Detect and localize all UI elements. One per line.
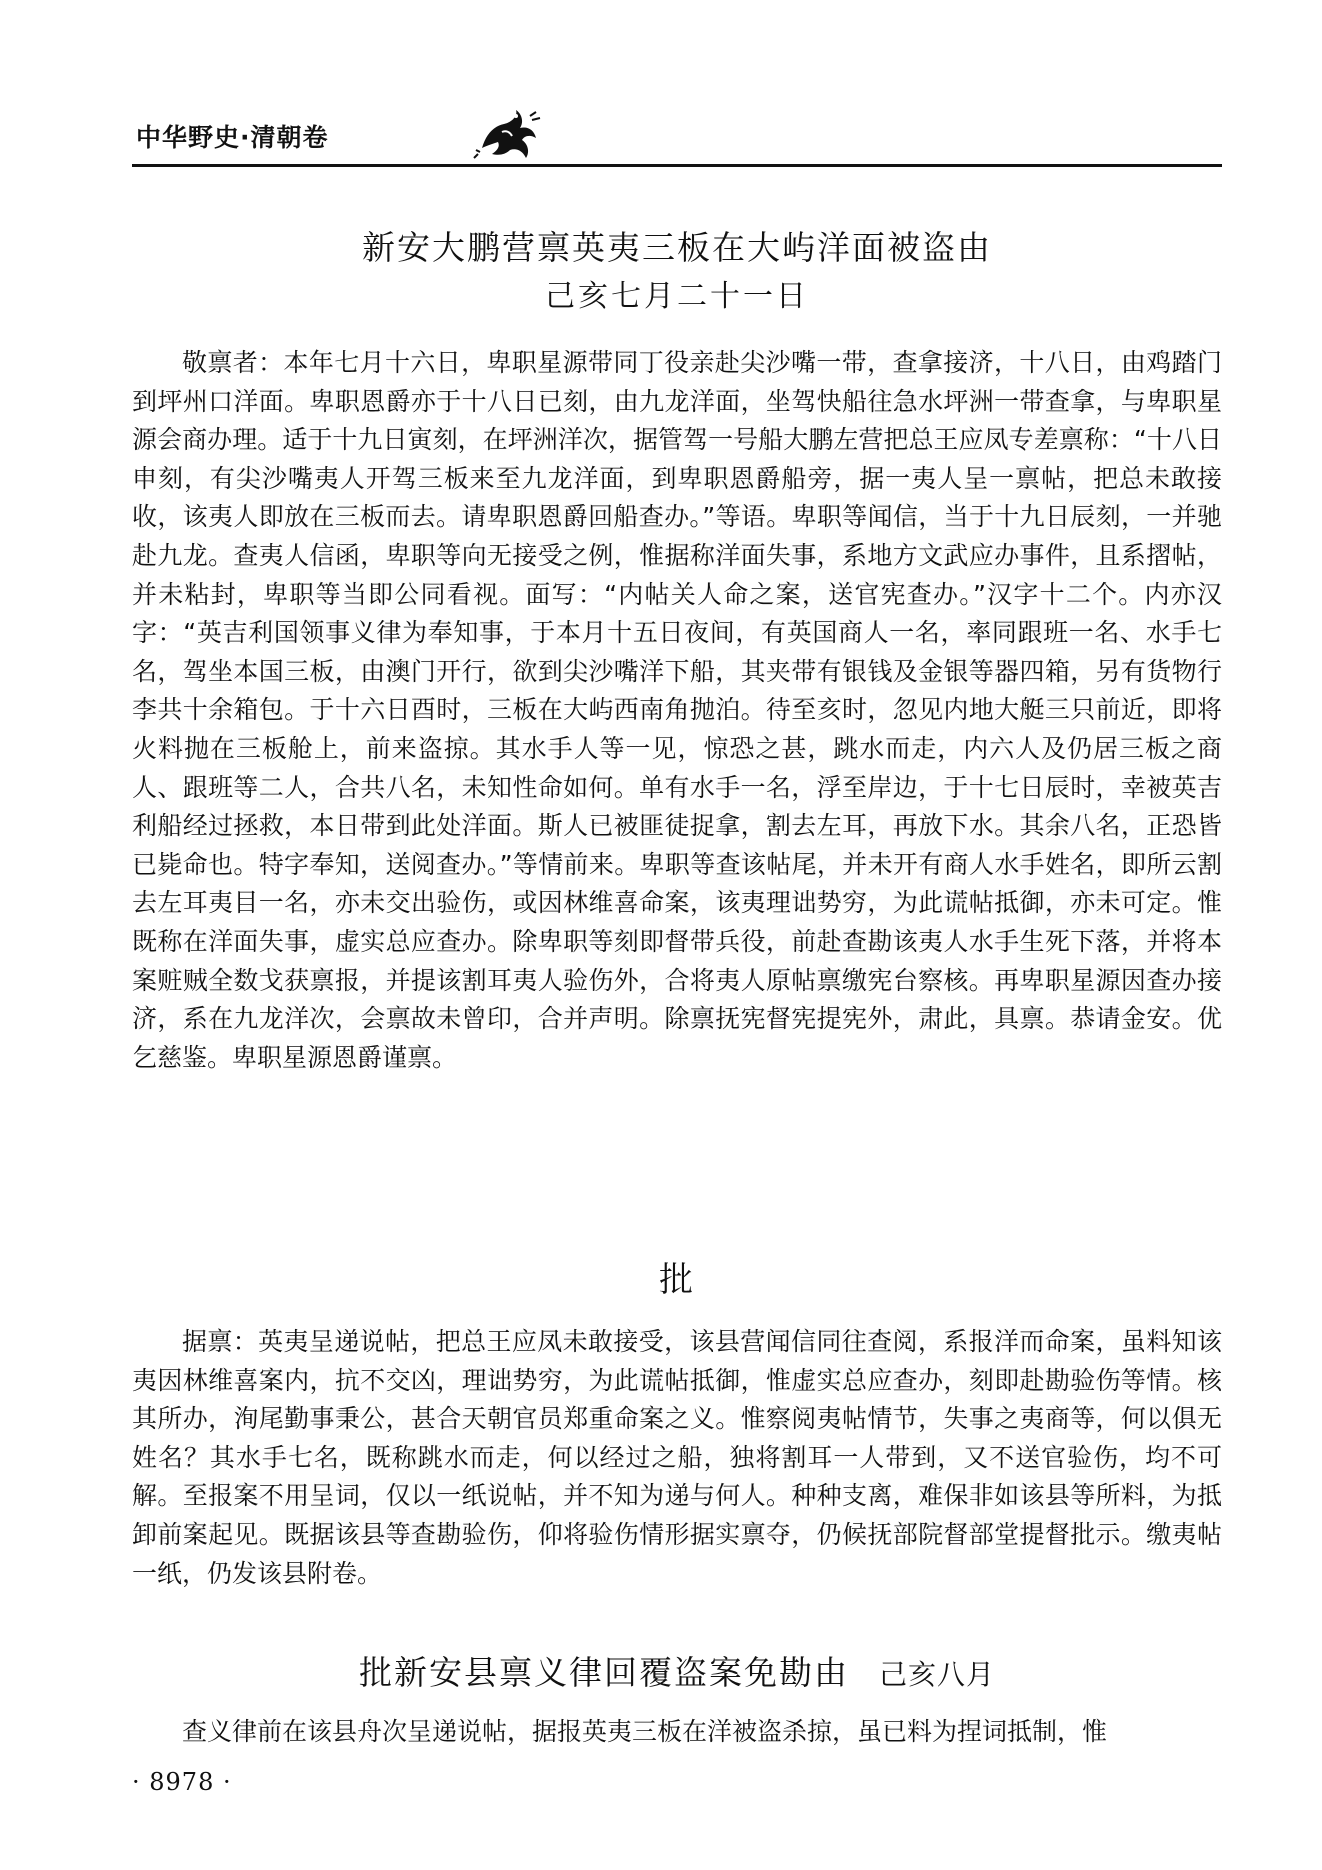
document-title: 新安大鹏营禀英夷三板在大屿洋面被盗由 [362, 228, 992, 267]
header-divider [132, 164, 1222, 167]
reply-body: 据禀：英夷呈递说帖，把总王应凤未敢接受，该县营闻信同往查阅，系报洋而命案，虽料知该夷因林维喜案内，抗不交凶，理诎势穷，为此谎帖抵御，惟虚实总应查办，刻即赴勘验伤等情。核其所办，洵尾勤事秉公，甚合天朝官员郑重命案之义。惟察阅夷帖情节，失事之夷商等，何以俱无姓名？其水手七名，既称跳水而走，何以经过之船，独将割耳一人带到，又不送官验伤，均不可解。至报案不用呈词，仅以一纸说帖，并不知为递与何人。种种支离，难保非如该县等所料，为抵卸前案起见。既据该县等查勘验伤，仰将验伤情形据实禀夺，仍候抚部院督部堂提督批示。缴夷帖一纸，仍发该县附卷。 [132, 1327, 1222, 1588]
page-header [132, 104, 1222, 164]
document-body: 敬禀者：本年七月十六日，卑职星源带同丁役亲赴尖沙嘴一带，查拿接济，十八日，由鸡踏门到坪州口洋面。卑职恩爵亦于十八日已刻，由九龙洋面，坐驾快船往急水坪洲一带查拿，与卑职星源会商办理。适于十九日寅刻，在坪洲洋次，据管驾一号船大鹏左营把总王应凤专差禀称：“十八日申刻，有尖沙嘴夷人开驾三板来至九龙洋面，到卑职恩爵船旁，据一夷人呈一禀帖，把总未敢接收，该夷人即放在三板而去。请卑职恩爵回船查办。”等语。卑职等闻信，当于十九日辰刻，一并驰赴九龙。查夷人信函，卑职等向无接受之例，惟据称洋面失事，系地方文武应办事件，且系摺帖，并未粘封，卑职等当即公同看视。面写：“内帖关人命之案，送官宪查办。”汉字十二个。内亦汉字：“英吉利国领事义律为奉知事，于本月十五日夜间，有英国商人一名，率同跟班一名、水手七名，驾坐本国三板，由澳门开行，欲到尖沙嘴洋下船，其夹带有银钱及金银等器四箱，另有货物行李共十余箱包。于十六日酉时，三板在大屿西南角抛泊。待至亥时，忽见内地大艇三只前近，即将火料抛在三板舱上，前来盗掠。其水手人等一见，惊恐之甚，跳水而走，内六人及仍居三板之商人、跟班等二人，合共八名，未知性命如何。单有水手一名，浮至岸边，于十七日辰时，幸被英吉利船经过拯救，本日带到此处洋面。斯人已被匪徒捉拿，割去左耳，再放下水。其余八名，正恐皆已毙命也。特字奉知，送阅查办。”等情前来。卑职等查该帖尾，并未开有商人水手姓名，即所云割去左耳夷目一名，亦未交出验伤，或因林维喜命案，该夷理诎势穷，为此谎帖抵御，亦未可定。惟既称在洋面失事，虚实总应查办。除卑职等刻即督带兵役，前赴查勘该夷人水手生死下落，并将本案赃贼全数戈获禀报，并提该割耳夷人验伤外，合将夷人原帖禀缴宪台察核。再卑职星源因查办接济，系在九龙洋次，会禀故未曾印，合并声明。除禀抚宪督宪提宪外，肃此，具禀。恭请金安。优乞慈鉴。卑职星源恩爵谨禀。 [132, 348, 1222, 1072]
second-document-title-line [132, 1647, 1222, 1694]
second-document-body: 查义律前在该县舟次呈递说帖，据报英夷三板在洋被盗杀掠，虽已料为捏词抵制，惟 [182, 1717, 1108, 1746]
second-document-title: 批新安县禀义律回覆盗案免勘由 [358, 1653, 849, 1692]
document-date: 己亥七月二十一日 [545, 279, 809, 314]
reply-heading: 批 [659, 1260, 695, 1300]
dragon-logo-icon [472, 104, 542, 160]
second-document-date: 己亥八月 [878, 1658, 995, 1691]
page-number: · 8978 · [132, 1768, 232, 1796]
series-title: 中华野史·清朝卷 [136, 123, 329, 152]
